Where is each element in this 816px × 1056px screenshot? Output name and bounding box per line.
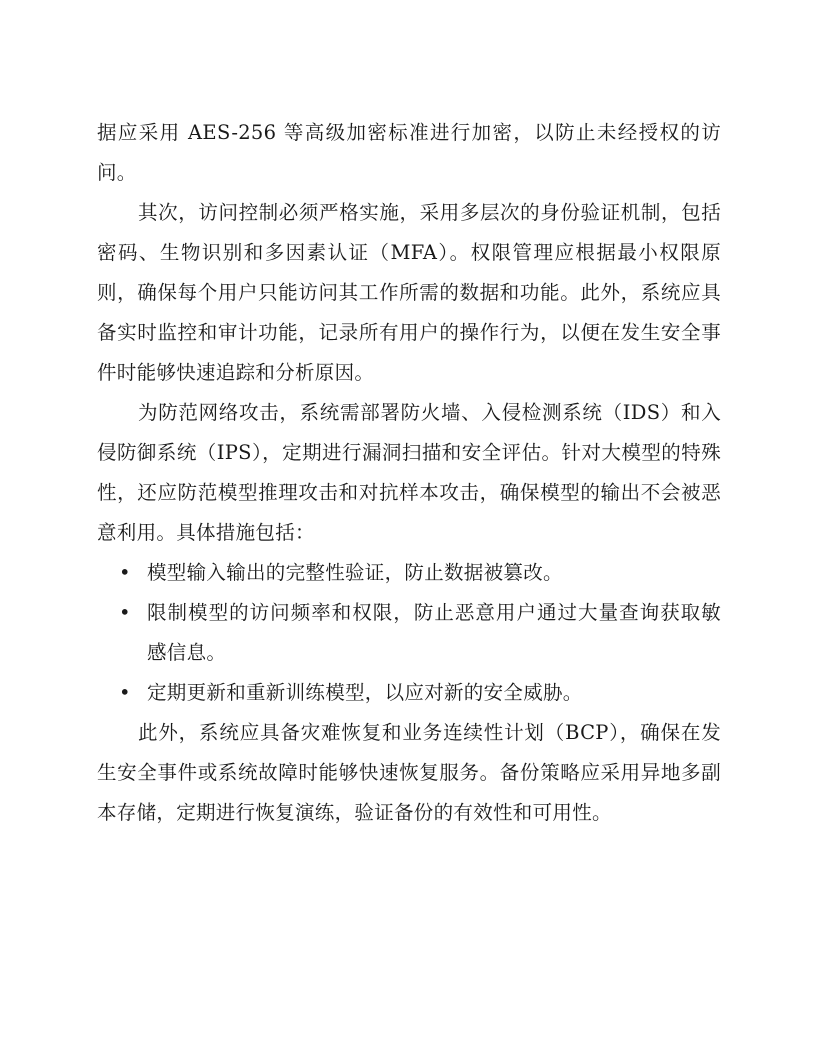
paragraph-continued: 据应采用 AES-256 等高级加密标准进行加密，以防止未经授权的访问。	[97, 121, 721, 184]
list-item-text: 限制模型的访问频率和权限，防止恶意用户通过大量查询获取敏感信息。	[147, 601, 721, 664]
bullet-icon: •	[119, 601, 131, 624]
paragraph-access-control: 其次，访问控制必须严格实施，采用多层次的身份验证机制，包括密码、生物识别和多因素认证（MFA）。权限管理应根据最小权限原则，确保每个用户只能访问其工作所需的数据和功能。此外，系统应具备实时监控和审计功能，记录所有用户的操作行为，以便在发生安全事件时能够快速追踪和分析原因。	[97, 201, 721, 384]
list-item-text: 定期更新和重新训练模型，以应对新的安全威胁。	[147, 681, 583, 704]
measures-list	[97, 553, 721, 713]
list-item	[97, 593, 721, 673]
paragraph-network-defense: 为防范网络攻击，系统需部署防火墙、入侵检测系统（IDS）和入侵防御系统（IPS），定期进行漏洞扫描和安全评估。针对大模型的特殊性，还应防范模型推理攻击和对抗样本攻击，确保模型的输出不会被恶意利用。具体措施包括：	[97, 401, 721, 544]
document-body	[97, 113, 721, 833]
list-item	[97, 553, 721, 593]
list-item	[97, 673, 721, 713]
bullet-icon: •	[119, 681, 131, 704]
bullet-icon: •	[119, 561, 131, 584]
paragraph-disaster-recovery: 此外，系统应具备灾难恢复和业务连续性计划（BCP），确保在发生安全事件或系统故障时能够快速恢复服务。备份策略应采用异地多副本存储，定期进行恢复演练，验证备份的有效性和可用性。	[97, 721, 721, 824]
list-item-text: 模型输入输出的完整性验证，防止数据被篡改。	[147, 561, 563, 584]
